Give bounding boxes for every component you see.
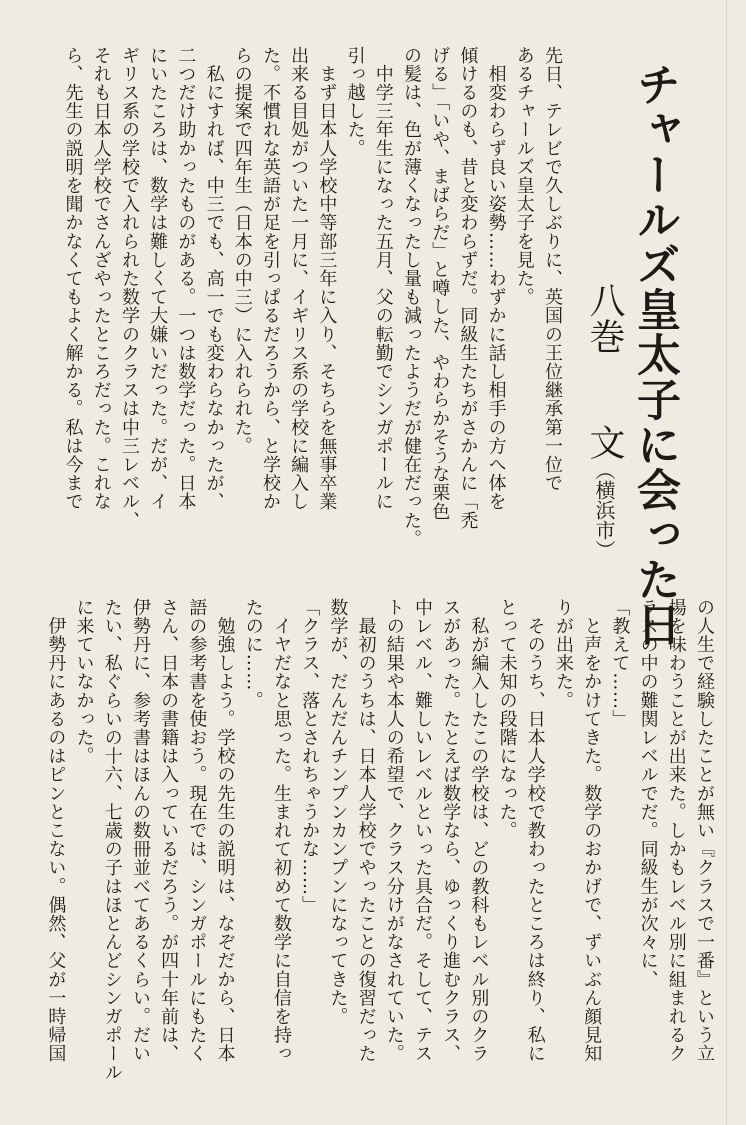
- text-line: とって未知の段階になった。: [496, 598, 518, 840]
- text-line: あるチャールズ皇太子を見た。: [513, 46, 535, 307]
- text-line: イヤだなと思った。生まれて初めて数学に自信を持っ: [270, 598, 292, 1063]
- text-line: 私が編入したこの学校は、どの教科もレベル別のクラ: [468, 598, 490, 1063]
- text-line: そのうち、日本人学校で教わったところは終り、私に: [524, 598, 546, 1063]
- text-line: 中学三年生になった五月、父の転勤でシンガポールに: [372, 46, 394, 511]
- text-line: 語の参考書を使おう。現在では、シンガポールにもたく: [186, 598, 208, 1063]
- text-line: 傾けるのも、昔と変わらずだ。同級生たちがさかんに「禿: [457, 46, 479, 530]
- text-line: げる」「いや、まばらだ」と噂した、やわらかそうな栗色: [429, 46, 451, 521]
- upper-text-block: [36, 46, 566, 549]
- text-line: 「教えて……」: [609, 598, 631, 729]
- text-line: の人生で経験したことが無い『クラスで一番』という立: [694, 598, 715, 1063]
- author-family-name: 八巻: [584, 282, 625, 354]
- text-line: 引っ越した。: [344, 46, 366, 158]
- text-line: と声をかけてきた。数学のおかげで、ずいぶん顔見知: [581, 598, 603, 1063]
- author-given-name: 文: [584, 424, 625, 460]
- text-line: まず日本人学校中等部三年に入り、そちらを無事卒業: [316, 46, 338, 511]
- text-line: 先日、テレビで久しぶりに、英国の王位継承第一位で: [542, 46, 563, 493]
- text-line: ラスの中の難関レベルでだ。同級生が次々に、: [637, 598, 659, 989]
- text-line: 出来る目処がついた一月に、イギリス系の学校に編入し: [288, 46, 310, 511]
- text-line: 数学が、だんだんチンプンカンプンになってきた。: [327, 598, 349, 1026]
- text-line: ギリス系の学校で入れられた数学のクラスは中三レベル、: [118, 46, 140, 530]
- text-line: にいたころは、数学は難しくて大嫌いだった。だが、イ: [147, 46, 169, 511]
- text-line: 相変わらず良い姿勢……わずかに話し相手の方へ体を: [485, 46, 507, 511]
- text-line: らの提案で四年生（日本の中三）に入れられた。: [231, 46, 253, 456]
- author-affiliation: （横浜市）: [592, 460, 616, 560]
- text-line: さん、日本の書籍は入っているだろう。が四十年前は、: [158, 598, 180, 1063]
- author-byline: [582, 282, 626, 560]
- text-line: それも日本人学校でさんざやったところだった。これな: [90, 46, 112, 511]
- text-line: スがあった。たとえば数学なら、ゆっくり進むクラス、: [440, 598, 462, 1063]
- text-line: ら、先生の説明を聞かなくてもよく解かる。私は今まで: [62, 46, 84, 511]
- text-line: たい、私ぐらいの十六、七歳の子はほとんどシンガポール: [101, 598, 123, 1082]
- text-line: の髪は、色が薄くなったし量も減ったようだが健在だった。: [400, 46, 422, 549]
- text-line: 伊勢丹にあるのはピンとこない。偶然、父が一時帰国: [45, 598, 67, 1063]
- text-line: 場を味わうことが出来た。しかもレベル別に組まれるク: [665, 598, 687, 1063]
- text-line: 最初のうちは、日本人学校でやったことの復習だった: [355, 598, 377, 1063]
- text-line: 中レベル、難しいレベルといった具合だ。そして、テス: [411, 598, 433, 1063]
- text-line: 伊勢丹に、参考書はほんの数冊並べてあるくらい。だい: [129, 598, 151, 1063]
- text-line: トの結果や本人の希望で、クラス分けがなされていた。: [383, 598, 405, 1063]
- text-line: 二つだけ助かったものがある。一つは数学だった。日本: [175, 46, 197, 511]
- page-edge-divider: [726, 0, 727, 1125]
- text-line: たのに……。: [242, 598, 264, 710]
- lower-text-block: [45, 598, 718, 1098]
- text-line: 勉強しよう。学校の先生の説明は、なぞだから、日本: [214, 598, 236, 1063]
- text-line: に来ていなかった。: [73, 598, 95, 766]
- essay-title: チャールズ皇太子に会った日: [629, 62, 680, 647]
- text-line: りが出来た。: [552, 598, 574, 710]
- text-line: 「クラス、落とされちゃうかな……」: [299, 598, 321, 915]
- text-line: た。不慣れな英語が足を引っぱるだろうから、と学校か: [259, 46, 281, 511]
- text-line: 私にすれば、中三でも、高一でも変わらなかったが、: [203, 46, 225, 511]
